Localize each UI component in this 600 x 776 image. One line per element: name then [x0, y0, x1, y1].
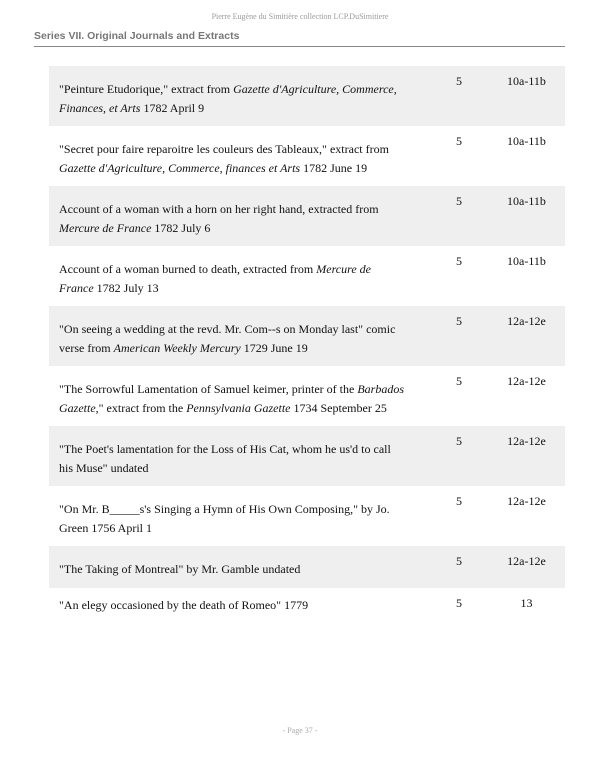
folder-number: 12a-12e: [507, 374, 546, 388]
item-description: [59, 140, 404, 178]
description-text: Account of a woman with a horn on her right hand, extracted from: [59, 202, 379, 216]
publication-title: Barbados Gazette: [59, 382, 405, 415]
folder-number: 12a-12e: [507, 434, 546, 448]
box-number: 5: [456, 434, 462, 448]
table-row: [49, 186, 565, 246]
folder-number: 10a-11b: [507, 194, 546, 208]
description-text: "The Sorrowful Lamentation of Samuel keimer, printer of the: [59, 382, 358, 396]
table-row: [49, 66, 565, 126]
publication-title: Mercure de France: [59, 262, 371, 295]
box-number: 5: [456, 134, 462, 148]
description-text: Account of a woman burned to death, extracted from: [59, 262, 317, 276]
item-description: [59, 380, 404, 418]
item-description: [59, 440, 404, 478]
header-divider: [34, 46, 565, 47]
description-text: "The Poet's lamentation for the Loss of His Cat, whom he us'd to call his Muse" undated: [59, 442, 391, 475]
item-description: [59, 80, 404, 118]
description-text: "An elegy occasioned by the death of Romeo" 1779: [59, 598, 309, 612]
box-number: 5: [456, 194, 462, 208]
description-text: 1734 September 25: [290, 401, 387, 415]
table-row: [49, 306, 565, 366]
item-description: [59, 260, 404, 298]
folder-number: 10a-11b: [507, 254, 546, 268]
table-row: [49, 246, 565, 306]
folder-number: 10a-11b: [507, 134, 546, 148]
folder-number: 12a-12e: [507, 494, 546, 508]
table-row: [49, 486, 565, 546]
description-text: 1782 July 13: [93, 281, 159, 295]
item-description: [59, 560, 404, 579]
box-number: 5: [456, 254, 462, 268]
box-number: 5: [456, 314, 462, 328]
publication-title: Gazette d'Agriculture, Commerce, Finances, et Arts: [59, 82, 397, 115]
box-number: 5: [456, 494, 462, 508]
folder-number: 12a-12e: [507, 554, 546, 568]
item-description: [59, 200, 404, 238]
item-description: [59, 500, 404, 538]
box-number: 5: [456, 374, 462, 388]
series-title: Series VII. Original Journals and Extracts: [34, 30, 240, 42]
description-text: "Peinture Etudorique," extract from: [59, 82, 234, 96]
box-number: 5: [456, 74, 462, 88]
description-text: 1782 June 19: [300, 161, 368, 175]
description-text: 1729 June 19: [240, 341, 308, 355]
box-number: 5: [456, 554, 462, 568]
table-row: [49, 546, 565, 588]
description-text: "On Mr. B_____s's Singing a Hymn of His Own Composing," by Jo. Green 1756 April 1: [59, 502, 390, 535]
description-text: ," extract from the: [95, 401, 187, 415]
table-row: [49, 588, 565, 648]
table-row: [49, 426, 565, 486]
publication-title: Mercure de France: [59, 221, 152, 235]
item-description: [59, 596, 404, 615]
publication-title: Pennsylvania Gazette: [186, 401, 291, 415]
description-text: 1782 July 6: [151, 221, 211, 235]
item-description: [59, 320, 404, 358]
description-text: "Secret pour faire reparoitre les couleurs des Tableaux," extract from: [59, 142, 389, 156]
publication-title: American Weekly Mercury: [113, 341, 241, 355]
container-list: [49, 66, 565, 648]
folder-number: 12a-12e: [507, 314, 546, 328]
table-row: [49, 366, 565, 426]
page-number: - Page 37 -: [282, 726, 318, 735]
description-text: "On seeing a wedding at the revd. Mr. Com--s on Monday last" comic verse from: [59, 322, 396, 355]
description-text: 1782 April 9: [140, 101, 205, 115]
description-text: "The Taking of Montreal" by Mr. Gamble undated: [59, 562, 301, 576]
table-row: [49, 126, 565, 186]
box-number: 5: [456, 596, 462, 610]
folder-number: 10a-11b: [507, 74, 546, 88]
folder-number: 13: [520, 596, 533, 610]
publication-title: Gazette d'Agriculture, Commerce, finances et Arts: [59, 161, 301, 175]
collection-header: Pierre Eugène du Simitière collection LCP.DuSimitiere: [211, 12, 389, 21]
